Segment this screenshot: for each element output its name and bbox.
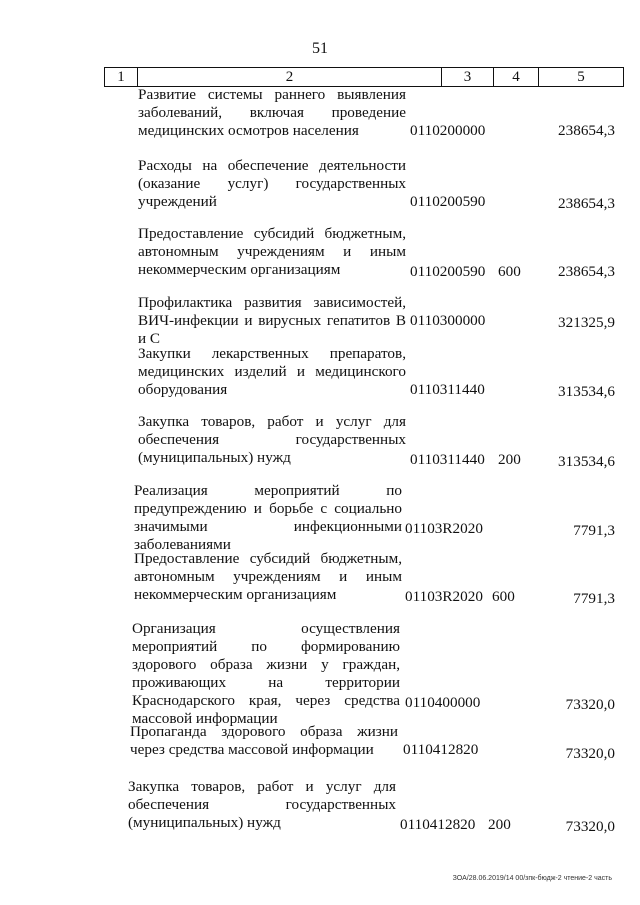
row-amount: 73320,0 bbox=[565, 818, 615, 835]
row-vr: 600 bbox=[498, 263, 521, 280]
header-col-5: 5 bbox=[538, 67, 624, 87]
row-name: Развитие системы раннего выявления заболеваний, включая проведение медицинских осмотров населения bbox=[138, 86, 406, 139]
row-amount: 313534,6 bbox=[558, 453, 615, 470]
row-amount: 73320,0 bbox=[565, 696, 615, 713]
row-name: Реализация мероприятий по предупреждению и борьбе с социально значимыми инфекционными заболеваниями bbox=[134, 482, 402, 553]
row-vr: 600 bbox=[492, 588, 515, 605]
row-name: Профилактика развития зависимостей, ВИЧ-инфекции и вирусных гепатитов В и С bbox=[138, 294, 406, 347]
row-code: 01103R2020 bbox=[405, 520, 483, 537]
row-name: Пропаганда здорового образа жизни через средства массовой информации bbox=[130, 723, 398, 758]
row-code: 0110412820 bbox=[403, 741, 479, 758]
footer-file-path: ЗОА/28.06.2019/14 00/зпк-бюдж-2 чтение-2 часть bbox=[452, 875, 612, 882]
row-amount: 321325,9 bbox=[558, 314, 615, 331]
row-code: 0110311440 bbox=[410, 451, 485, 468]
header-col-2: 2 bbox=[137, 67, 441, 87]
row-name: Расходы на обеспечение деятельности (оказание услуг) государственных учреждений bbox=[138, 157, 406, 210]
row-amount: 313534,6 bbox=[558, 383, 615, 400]
row-name: Закупка товаров, работ и услуг для обеспечения государственных (муниципальных) нужд bbox=[138, 413, 406, 466]
header-col-1: 1 bbox=[104, 67, 137, 87]
row-amount: 73320,0 bbox=[565, 745, 615, 762]
header-col-3: 3 bbox=[441, 67, 493, 87]
row-code: 0110400000 bbox=[405, 694, 481, 711]
row-code: 0110200590 bbox=[410, 193, 486, 210]
row-vr: 200 bbox=[498, 451, 521, 468]
table-header bbox=[104, 67, 624, 87]
row-code: 0110311440 bbox=[410, 381, 485, 398]
row-vr: 200 bbox=[488, 816, 511, 833]
row-amount: 238654,3 bbox=[558, 195, 615, 212]
row-amount: 7791,3 bbox=[573, 522, 615, 539]
row-amount: 7791,3 bbox=[573, 590, 615, 607]
row-code: 0110300000 bbox=[410, 312, 486, 329]
header-col-4: 4 bbox=[493, 67, 538, 87]
row-code: 01103R2020 bbox=[405, 588, 483, 605]
page-number: 51 bbox=[312, 40, 328, 57]
row-name: Закупка товаров, работ и услуг для обеспечения государственных (муниципальных) нужд bbox=[128, 778, 396, 831]
row-name: Предоставление субсидий бюджетным, автономным учреждениям и иным некоммерческим организациям bbox=[138, 225, 406, 278]
row-amount: 238654,3 bbox=[558, 122, 615, 139]
row-name: Закупки лекарственных препаратов, медицинских изделий и медицинского оборудования bbox=[138, 345, 406, 398]
row-code: 0110200590 bbox=[410, 263, 486, 280]
row-amount: 238654,3 bbox=[558, 263, 615, 280]
row-code: 0110412820 bbox=[400, 816, 476, 833]
row-name: Организация осуществления мероприятий по формированию здорового образа жизни у граждан, проживающих на территории Краснодарского края, через средства массовой информации bbox=[132, 620, 400, 727]
row-code: 0110200000 bbox=[410, 122, 486, 139]
row-name: Предоставление субсидий бюджетным, автономным учреждениям и иным некоммерческим организациям bbox=[134, 550, 402, 603]
